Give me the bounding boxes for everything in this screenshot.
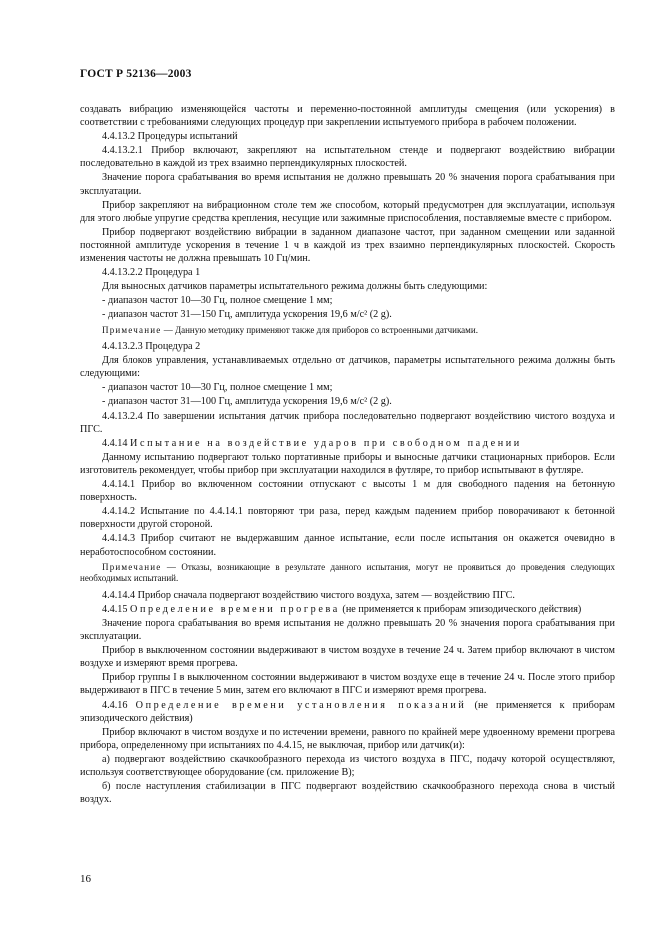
paragraph	[80, 340, 615, 353]
paragraph	[80, 603, 615, 616]
paragraph	[80, 103, 615, 129]
paragraph	[80, 478, 615, 504]
document-header: ГОСТ Р 52136—2003	[80, 68, 192, 80]
paragraph-text: б) после наступления стабилизации в ПГС подвергают воздействию скачкообразного перехода снова в чистый воздух.	[80, 781, 615, 806]
paragraph	[80, 266, 615, 279]
paragraph-text: — Отказы, возникающие в результате данного испытания, могут не проявиться до проведения следующих необходимых испытаний.	[80, 561, 615, 584]
section-heading: Испытание на воздействие ударов при свободном падении	[130, 437, 522, 449]
section-number: 4.4.14	[102, 437, 131, 449]
section-number: 4.4.16	[102, 699, 136, 711]
paragraph	[80, 589, 615, 602]
paragraph-text: Прибор в выключенном состоянии выдерживают в чистом воздухе в течение 24 ч. Затем прибор включают в чистом воздухе и измеряют время прогрева.	[80, 645, 615, 670]
paragraph	[80, 395, 615, 408]
paragraph	[80, 726, 615, 752]
paragraph-text: Значение порога срабатывания во время испытания не должно превышать 20 % значения порога срабатывания при эксплуатации.	[80, 172, 615, 197]
paragraph-text: 4.4.14.4 Прибор сначала подвергают воздействию чистого воздуха, затем — воздействию ПГС.	[102, 589, 515, 601]
paragraph-text: - диапазон частот 31—100 Гц, амплитуда ускорения 19,6 м/с² (2 g).	[102, 396, 392, 408]
paragraph	[80, 226, 615, 265]
paragraph	[80, 171, 615, 197]
paragraph-text: 4.4.13.2.4 По завершении испытания датчик прибора последовательно подвергают воздействию чистого воздуха и ПГС.	[80, 410, 615, 435]
paragraph-text: - диапазон частот 31—150 Гц, амплитуда ускорения 19,6 м/с² (2 g).	[102, 309, 392, 321]
paragraph	[80, 410, 615, 436]
note-label: Примечание	[102, 324, 162, 335]
paragraph	[80, 699, 615, 725]
paragraph-text: (не применяется к приборам эпизодического действия)	[80, 699, 616, 724]
document-page	[80, 68, 615, 807]
paragraph-text: 4.4.14.2 Испытание по 4.4.14.1 повторяют три раза, перед каждым падением прибор поворачивают к бетонной поверхности другой стороной.	[80, 506, 615, 531]
paragraph-text: — Данную методику применяют также для приборов со встроенными датчиками.	[161, 324, 478, 335]
paragraph-text: создавать вибрацию изменяющейся частоты и переменно-постоянной амплитуды смещения (или ускорения) в соответствии с требованиями следующих процедур при закреплении испытуемого прибора в рабочем положении.	[80, 104, 615, 129]
paragraph-text: 4.4.13.2.3 Процедура 2	[102, 341, 201, 353]
note-paragraph	[80, 325, 615, 337]
note-paragraph	[80, 562, 615, 585]
paragraph	[80, 451, 615, 477]
paragraph	[80, 381, 615, 394]
paragraph-text: (не применяется к приборам эпизодического действия)	[339, 603, 582, 615]
paragraph-text: Прибор включают в чистом воздухе и по истечении времени, равного по крайней мере удвоенному времени прогрева прибора, определенному при испытаниях по 4.4.15, не выключая, прибор или датчик(и):	[80, 726, 615, 751]
paragraph	[80, 144, 615, 170]
paragraph	[80, 505, 615, 531]
document-body	[80, 103, 615, 806]
paragraph	[80, 617, 615, 643]
paragraph	[80, 753, 615, 779]
paragraph	[80, 199, 615, 225]
paragraph	[80, 532, 615, 558]
section-number: 4.4.15	[102, 603, 131, 615]
page-number: 16	[80, 873, 91, 885]
paragraph	[80, 671, 615, 697]
paragraph-text: Прибор подвергают воздействию вибрации в заданном диапазоне частот, при заданном смещении или заданной постоянной амплитуде ускорения в течение 1 ч в каждой из трех взаимно перпендикулярных плоскостей. Скорость изменения частоты не должна превышать 10 Гц/мин.	[80, 226, 615, 265]
paragraph-text: Прибор группы I в выключенном состоянии выдерживают в чистом воздухе еще в течение 24 ч. После этого прибор выдерживают в ПГС в течение 5 мин, затем его включают в ПГС и измеряют время прогрева.	[80, 672, 615, 697]
section-heading: Определение времени установления показаний	[135, 699, 467, 711]
section-heading: Определение времени прогрева	[130, 603, 340, 615]
paragraph-text: а) подвергают воздействию скачкообразного перехода из чистого воздуха в ПГС, подачу которой осуществляют, используя соответствующее оборудование (см. приложение В);	[80, 753, 615, 778]
paragraph-text: 4.4.14.1 Прибор во включенном состоянии отпускают с высоты 1 м для свободного падения на бетонную поверхность.	[80, 479, 615, 504]
paragraph-text: - диапазон частот 10—30 Гц, полное смещение 1 мм;	[102, 382, 333, 394]
paragraph	[80, 437, 615, 450]
paragraph-text: 4.4.13.2.2 Процедура 1	[102, 267, 201, 279]
paragraph-text: Прибор закрепляют на вибрационном столе тем же способом, который предусмотрен для эксплуатации, используя для этого любые упругие средства крепления, несущие или зажимные приспособления, поставляемые вместе с прибором.	[80, 199, 615, 224]
paragraph-text: Значение порога срабатывания во время испытания не должно превышать 20 % значения порога срабатывания при эксплуатации.	[80, 617, 615, 643]
paragraph-text: 4.4.14.3 Прибор считают не выдержавшим данное испытание, если после испытания он окажется очевидно в неработоспособном состоянии.	[80, 533, 615, 558]
paragraph	[80, 294, 615, 307]
paragraph-text: - диапазон частот 10—30 Гц, полное смещение 1 мм;	[102, 295, 333, 307]
note-label: Примечание	[102, 561, 162, 572]
paragraph	[80, 308, 615, 321]
paragraph-text: Данному испытанию подвергают только портативные приборы и выносные датчики стационарных приборов. Если изготовитель рекомендует, чтобы прибор при эксплуатации находился в футляре, то прибор испытывают в футляре.	[80, 451, 615, 476]
paragraph-text: 4.4.13.2.1 Прибор включают, закрепляют на испытательном стенде и подвергают воздействию вибрации последовательно в каждой из трех взаимно перпендикулярных плоскостей.	[80, 145, 615, 170]
paragraph-text: 4.4.13.2 Процедуры испытаний	[102, 131, 238, 143]
paragraph	[80, 280, 615, 293]
paragraph	[80, 130, 615, 143]
paragraph	[80, 354, 615, 380]
paragraph-text: Для выносных датчиков параметры испытательного режима должны быть следующими:	[102, 281, 488, 293]
paragraph	[80, 644, 615, 670]
paragraph	[80, 780, 615, 806]
paragraph-text: Для блоков управления, устанавливаемых отдельно от датчиков, параметры испытательного режима должны быть следующими:	[80, 355, 615, 380]
